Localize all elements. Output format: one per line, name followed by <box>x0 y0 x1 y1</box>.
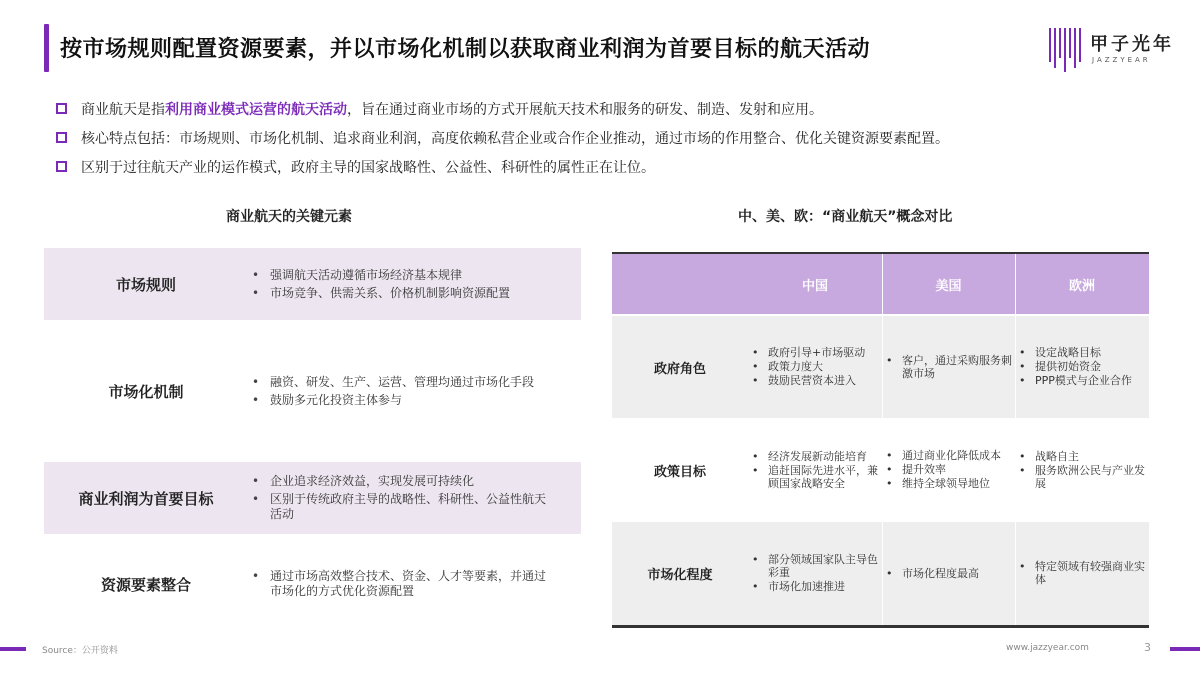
cell-item: • 客户，通过采购服务刺激市场 <box>882 354 1015 380</box>
bullet-text: 核心特点包括：市场规则、市场化机制、追求商业利润，高度依赖私营企业或合作企业推动，通过市场的作用整合、优化关键资源要素配置。 <box>81 130 949 147</box>
square-bullet-icon <box>56 132 67 143</box>
column-divider <box>1015 254 1016 625</box>
cell-item: • 特定领域有较强商业实体 <box>1015 560 1149 586</box>
table-cell <box>882 316 1015 418</box>
row-label: 政府角色 <box>653 361 706 377</box>
column-header-china: 中国 <box>801 278 828 294</box>
cell-item: • 市场化加速推进 <box>748 580 882 593</box>
cell-item: • 经济发展新动能培育 <box>748 450 882 463</box>
table-row-marketization <box>612 522 1149 625</box>
element-label: 市场规则 <box>115 275 176 294</box>
bullet-text: 区别于过往航天产业的运作模式，政府主导的国家战略性、公益性、科研性的属性正在让位。 <box>81 159 655 176</box>
cell-item: • 服务欧洲公民与产业发展 <box>1015 464 1149 490</box>
cell-item: • 市场化程度最高 <box>882 567 979 580</box>
list-item: • 企业追求经济效益，实现发展可持续化 <box>248 474 548 489</box>
bullet-text-post: ，旨在通过商业市场的方式开展航天技术和服务的研发、制造、发射和应用。 <box>347 101 823 118</box>
right-section-title: 中、美、欧：“商业航天”概念对比 <box>738 209 953 225</box>
cell-item: • 战略自主 <box>1015 450 1149 463</box>
element-row-profit-goal <box>44 462 581 534</box>
column-divider <box>882 254 883 625</box>
list-item: • 鼓励多元化投资主体参与 <box>248 393 548 408</box>
table-bottom-rule <box>612 625 1149 628</box>
cell-item: • 维持全球领导地位 <box>882 477 1001 490</box>
table-row-government-role <box>612 316 1149 418</box>
intro-bullet <box>56 123 949 152</box>
footer-accent-right <box>1170 647 1200 651</box>
bullet-highlight: 利用商业模式运营的航天活动 <box>165 101 347 118</box>
table-cell <box>748 316 882 418</box>
cell-item: • 追赶国际先进水平，兼顾国家战略安全 <box>748 464 882 490</box>
element-items <box>248 265 548 304</box>
square-bullet-icon <box>56 161 67 172</box>
element-row-market-mechanism <box>44 320 581 462</box>
intro-bullets <box>56 94 949 181</box>
list-item: • 区别于传统政府主导的战略性、科研性、公益性航天活动 <box>248 492 548 522</box>
logo-bars-icon <box>1048 26 1084 72</box>
table-cell <box>748 420 882 520</box>
list-item: • 强调航天活动遵循市场经济基本规律 <box>248 268 548 283</box>
page-title: 按市场规则配置资源要素，并以市场化机制以获取商业利润为首要目标的航天活动 <box>60 37 871 62</box>
table-cell <box>882 420 1015 520</box>
element-row-market-rules <box>44 248 581 320</box>
element-items <box>248 372 548 411</box>
element-label: 商业利润为首要目标 <box>78 489 214 508</box>
column-header-europe: 欧洲 <box>1068 278 1095 294</box>
row-label: 市场化程度 <box>647 568 713 583</box>
list-item: • 市场竞争、供需关系、价格机制影响资源配置 <box>248 286 548 301</box>
bullet-text-pre: 商业航天是指 <box>81 101 165 118</box>
cell-item: • PPP模式与企业合作 <box>1015 374 1132 387</box>
cell-item: • 设定战略目标 <box>1015 346 1132 359</box>
left-section-title: 商业航天的关键元素 <box>226 209 352 225</box>
cell-item: • 提供初始资金 <box>1015 360 1132 373</box>
logo-subtitle: JAZZYEAR <box>1092 56 1151 64</box>
table-cell <box>1015 522 1149 625</box>
table-cell <box>748 522 882 625</box>
list-item: • 融资、研发、生产、运营、管理均通过市场化手段 <box>248 375 548 390</box>
cell-item: • 部分领域国家队主导色彩重 <box>748 553 882 579</box>
table-cell <box>1015 316 1149 418</box>
logo <box>1048 26 1178 76</box>
table-cell <box>882 522 1015 625</box>
footer-accent-left <box>0 647 26 651</box>
cell-item: • 鼓励民营资本进入 <box>748 374 865 387</box>
title-accent-bar <box>44 24 49 72</box>
cell-item: • 通过商业化降低成本 <box>882 449 1001 462</box>
element-items <box>248 471 548 525</box>
element-label: 资源要素整合 <box>100 575 191 594</box>
square-bullet-icon <box>56 103 67 114</box>
list-item: • 通过市场高效整合技术、资金、人才等要素，并通过市场化的方式优化资源配置 <box>248 569 548 599</box>
comparison-table <box>612 252 1149 628</box>
cell-item: • 政府引导+市场驱动 <box>748 346 865 359</box>
cell-item: • 政策力度大 <box>748 360 865 373</box>
intro-bullet <box>56 152 949 181</box>
table-row-policy-goal <box>612 420 1149 520</box>
page-number: 3 <box>1144 641 1151 654</box>
website-url: www.jazzyear.com <box>1006 643 1089 653</box>
logo-name: 甲子光年 <box>1090 34 1174 55</box>
element-row-resource-integration <box>44 534 581 634</box>
cell-item: • 提升效率 <box>882 463 1001 476</box>
source-note: Source：公开资料 <box>42 646 118 656</box>
row-label: 政策目标 <box>653 464 706 480</box>
element-label: 市场化机制 <box>108 382 184 401</box>
element-items <box>248 566 548 602</box>
table-cell <box>1015 420 1149 520</box>
intro-bullet <box>56 94 949 123</box>
column-header-usa: 美国 <box>935 278 962 294</box>
